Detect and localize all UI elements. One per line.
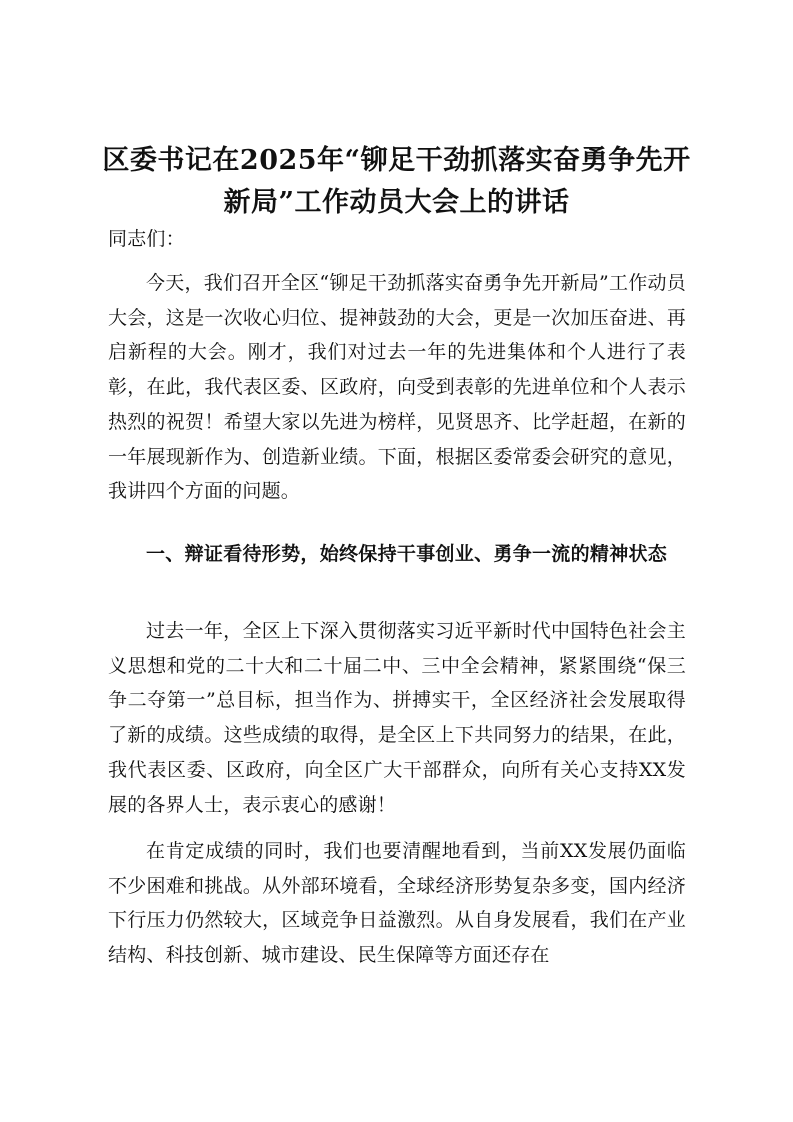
paragraph-challenges: 在肯定成绩的同时，我们也要清醒地看到，当前XX发展仍面临不少困难和挑战。从外部环境看，全球经济形势复杂多变，国内经济下行压力仍然较大，区域竞争日益激烈。从自身发展看，我们在产业结构、科技创新、城市建设、民生保障等方面还存在 bbox=[108, 840, 686, 967]
section-heading-1: 一、辩证看待形势，始终保持干事创业、勇争一流的精神状态 bbox=[146, 543, 668, 565]
document-title: 区委书记在2025年“铆足干劲抓落实奋勇争先开新局”工作动员大会上的讲话 bbox=[102, 145, 691, 218]
salutation: 同志们： bbox=[108, 228, 185, 250]
paragraph-intro: 今天，我们召开全区“铆足干劲抓落实奋勇争先开新局”工作动员大会，这是一次收心归位、提神鼓劲的大会，更是一次加压奋进、再启新程的大会。刚才，我们对过去一年的先进集体和个人进行了表彰，在此，我代表区委、区政府，向受到表彰的先进单位和个人表示热烈的祝贺！希望大家以先进为榜样，见贤思齐、比学赶超，在新的一年展现新作为、创造新业绩。下面，根据区委常委会研究的意见，我讲四个方面的问题。 bbox=[108, 272, 686, 503]
paragraph-achievements: 过去一年，全区上下深入贯彻落实习近平新时代中国特色社会主义思想和党的二十大和二十届二中、三中全会精神，紧紧围绕“保三争二夺第一”总目标，担当作为、拼搏实干，全区经济社会发展取得了新的成绩。这些成绩的取得，是全区上下共同努力的结果，在此，我代表区委、区政府，向全区广大干部群众，向所有关心支持XX发展的各界人士，表示衷心的感谢！ bbox=[108, 620, 686, 816]
